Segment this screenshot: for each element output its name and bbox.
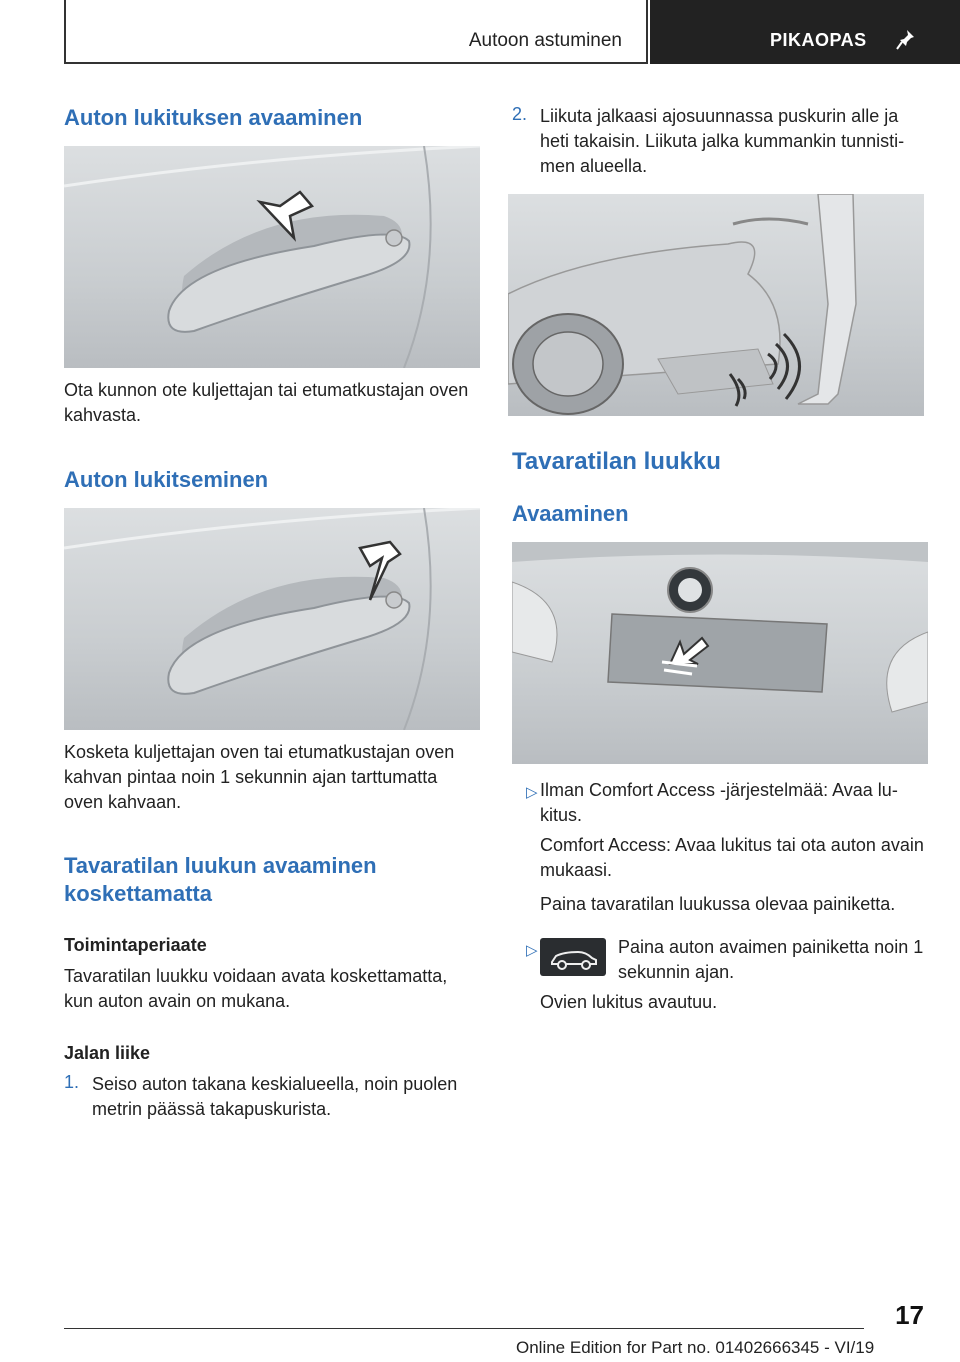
step-2-number: 2. xyxy=(512,104,528,124)
pin-icon xyxy=(896,28,916,50)
door-handle-illustration xyxy=(64,146,480,368)
footer-divider xyxy=(64,1328,864,1329)
bullet-2-text: Paina auton avaimen painiketta noin 1 sekunnin ajan. xyxy=(618,937,924,982)
image-door-handle-lock xyxy=(64,508,480,730)
heading-touchless-open xyxy=(64,852,377,908)
bullet-2-para-2: Ovien lukitus avautuu. xyxy=(540,992,718,1012)
heading-lock: Auton lukitseminen xyxy=(64,467,269,492)
step-1-text: Seiso auton takana keskialueella, noin puolen metrin päässä takapuskurista. xyxy=(92,1074,458,1119)
bullet-1-para-3: Paina tavaratilan luukussa olevaa painiketta. xyxy=(540,894,896,914)
car-icon xyxy=(540,938,606,976)
heading-trunk-lid: Tavaratilan luukku xyxy=(512,448,721,475)
heading-opening: Avaaminen xyxy=(512,501,629,526)
step-1-number: 1. xyxy=(64,1072,80,1092)
bullet-1-marker: ▷ xyxy=(526,784,538,801)
header-quick-guide xyxy=(650,0,960,64)
page-number: 17 xyxy=(895,1300,924,1330)
heading-touchless-line1: Tavaratilan luukun avaaminen xyxy=(64,853,377,878)
bullet-1-para-2: Comfort Access: Avaa lukitus tai ota auton avain mukaasi. xyxy=(540,835,924,880)
bullet-2-marker: ▷ xyxy=(526,942,538,959)
quick-guide-label: PIKAOPAS xyxy=(770,30,867,50)
image-door-handle-unlock xyxy=(64,146,480,368)
header-section-title: Autoon astuminen xyxy=(468,30,622,51)
bullet-1-text: Ilman Comfort Access ‑järjestelmää: Avaa lukitus. xyxy=(540,780,898,825)
principle-text: Tavaratilan luukku voidaan avata koskettamatta, kun auton avain on mukana. xyxy=(64,966,448,1011)
footer-edition: Online Edition for Part no. 01402666345 - VI/19 xyxy=(516,1338,875,1357)
door-handle-illustration xyxy=(64,508,480,730)
car-key-button-icon xyxy=(540,938,606,976)
heading-unlock: Auton lukituksen avaaminen xyxy=(64,105,363,130)
lock-text: Kosketa kuljettajan oven tai etumatkustajan oven kahvan pintaa noin 1 sekunnin ajan tarttumatta oven kahvaan. xyxy=(64,742,455,812)
subheading-principle: Toimintaperiaate xyxy=(64,935,207,955)
trunk-plate-illustration xyxy=(512,542,928,764)
step-2-text: Liikuta jalkaasi ajosuunnassa puskurin alle ja heti takaisin. Liikuta jalka kummankin tunnistimen alueella. xyxy=(540,106,905,176)
header-section-box xyxy=(64,0,648,64)
image-trunk-foot-sensor xyxy=(508,194,924,416)
unlock-text: Ota kunnon ote kuljettajan tai etumatkustajan oven kahvasta. xyxy=(64,380,469,425)
subheading-foot-movement: Jalan liike xyxy=(64,1043,151,1063)
image-trunk-button xyxy=(512,542,928,764)
heading-touchless-line2: koskettamatta xyxy=(64,881,212,906)
car-rear-foot-illustration xyxy=(508,194,924,416)
